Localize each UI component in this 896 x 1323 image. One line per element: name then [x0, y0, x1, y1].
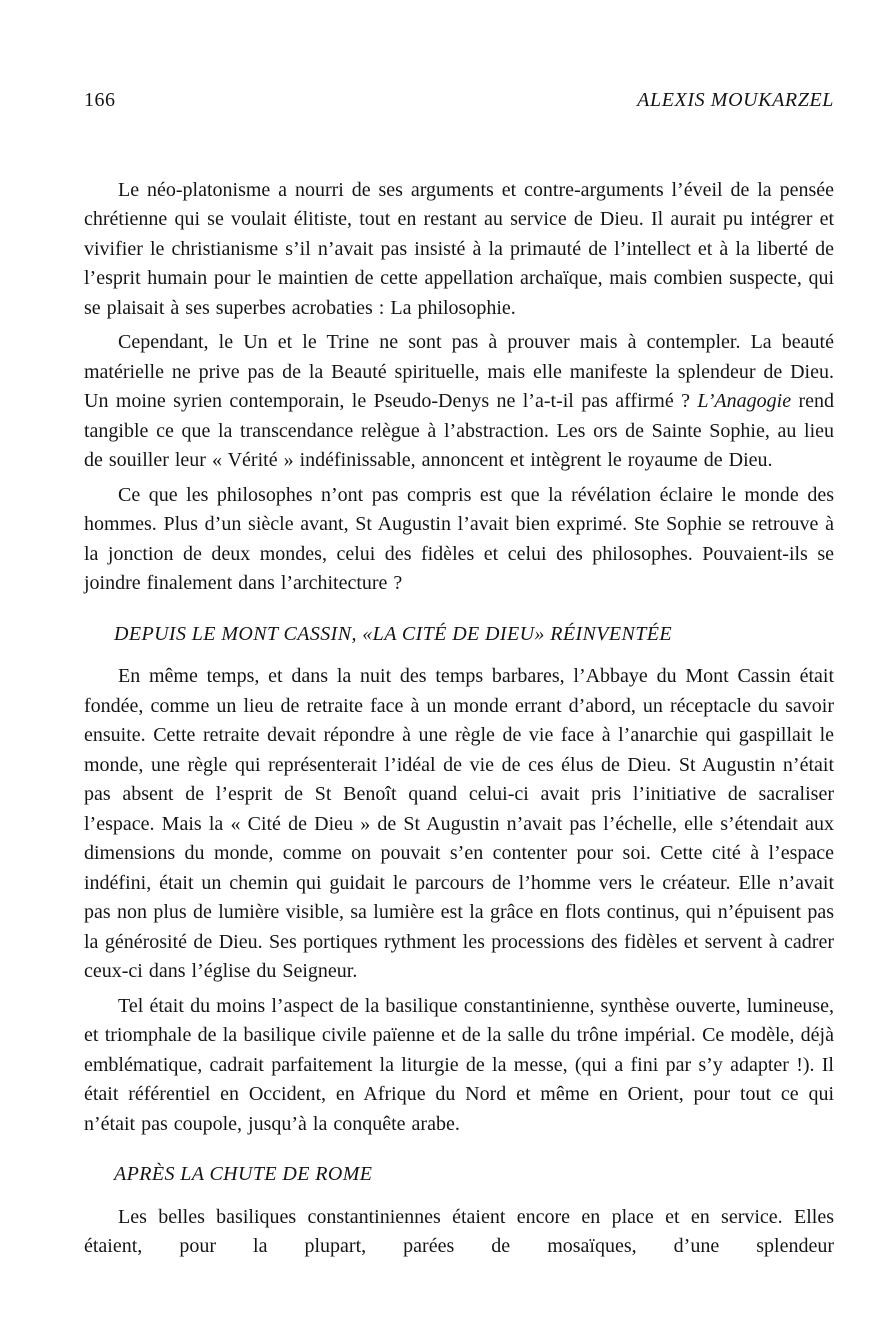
- paragraph-mont-cassin: En même temps, et dans la nuit des temps barbares, l’Abbaye du Mont Cassin était fondée, comme un lieu de retraite face à un monde errant d’abord, un réceptacle du savoir ensuite. Cette retraite devait répondre à une règle de vie face à l’anarchie qui gaspillait le monde, une règle qui représenterait l’idéal de vie de ces élus de Dieu. St Augustin n’était pas absent de l’esprit de St Benoît quand celui-ci avait pris l’initiative de sacraliser l’espace. Mais la « Cité de Dieu » de St Augustin n’avait pas l’échelle, elle s’étendait aux dimensions du monde, comme on pouvait s’en contenter pour soi. Cette cité à l’espace indéfini, était un chemin qui guidait le parcours de l’homme vers le créateur. Elle n’avait pas non plus de lumière visible, sa lumière est la grâce en flots continus, qui n’épuisent pas la générosité de Dieu. Ses portiques rythment les processions des fidèles et servent à cadrer ceux-ci dans l’église du Seigneur.: [84, 665, 834, 982]
- paragraph-basilique-constantinienne: Tel était du moins l’aspect de la basilique constantinienne, synthèse ouverte, lumineuse, et triomphale de la basilique civile païenne et de la salle du trône impérial. Ce modèle, déjà emblématique, cadrait parfaitement la liturgie de la messe, (qui a fini par s’y adapter !). Il était référentiel en Occident, en Afrique du Nord et même en Orient, pour tout ce qui n’était pas coupole, jusqu’à la conquête arabe.: [84, 994, 834, 1135]
- section-heading-mont-cassin: DEPUIS LE MONT CASSIN, «LA CITÉ DE DIEU» RÉINVENTÉE: [114, 622, 672, 645]
- paragraph-un-et-trine: [84, 328, 834, 476]
- paragraph-text-after-italic: rend tangible ce que la transcendance relègue à l’abstraction. Les ors de Sainte Sophie, au lieu de souiller leur « Vérité » indéfinissable, annoncent et intègrent le royaume de Dieu.: [84, 390, 834, 471]
- paragraph-neoplatonisme: Le néo-platonisme a nourri de ses arguments et contre-arguments l’éveil de la pensée chrétienne qui se voulait élitiste, tout en restant au service de Dieu. Il aurait pu intégrer et vivifier le christianisme s’il n’avait pas insisté à la primauté de l’intellect et à la liberté de l’esprit humain pour le maintien de cette appellation archaïque, mais combien suspecte, qui se plaisait à ses superbes acrobaties : La philosophie.: [84, 178, 834, 319]
- paragraph-basiliques-en-service: Les belles basiliques constantiniennes étaient encore en place et en service. Elles étaient, pour la plupart, parées de mosaïques, d’une splendeur: [84, 1205, 834, 1257]
- italic-term-anagogie: L’Anagogie: [697, 390, 792, 412]
- section-heading-chute-de-rome: APRÈS LA CHUTE DE ROME: [114, 1163, 373, 1185]
- paragraph-text-before-italic: Cependant, le Un et le Trine ne sont pas à prouver mais à contempler. La beauté matérielle ne prive pas de la Beauté spirituelle, mais elle manifeste la splendeur de Dieu. Un moine syrien contemporain, le Pseudo-Denys ne l’a-t-il pas affirmé ?: [84, 331, 834, 412]
- paragraph-philosophes: Ce que les philosophes n’ont pas compris est que la révélation éclaire le monde des hommes. Plus d’un siècle avant, St Augustin l’avait bien exprimé. Ste Sophie se retrouve à la jonction de deux mondes, celui des fidèles et celui des philosophes. Pouvaient-ils se joindre finalement dans l’architecture ?: [84, 483, 834, 594]
- page-number: 166: [84, 89, 116, 111]
- running-head-author: ALEXIS MOUKARZEL: [637, 89, 834, 111]
- page-body: [84, 176, 834, 1262]
- running-header: [84, 86, 834, 116]
